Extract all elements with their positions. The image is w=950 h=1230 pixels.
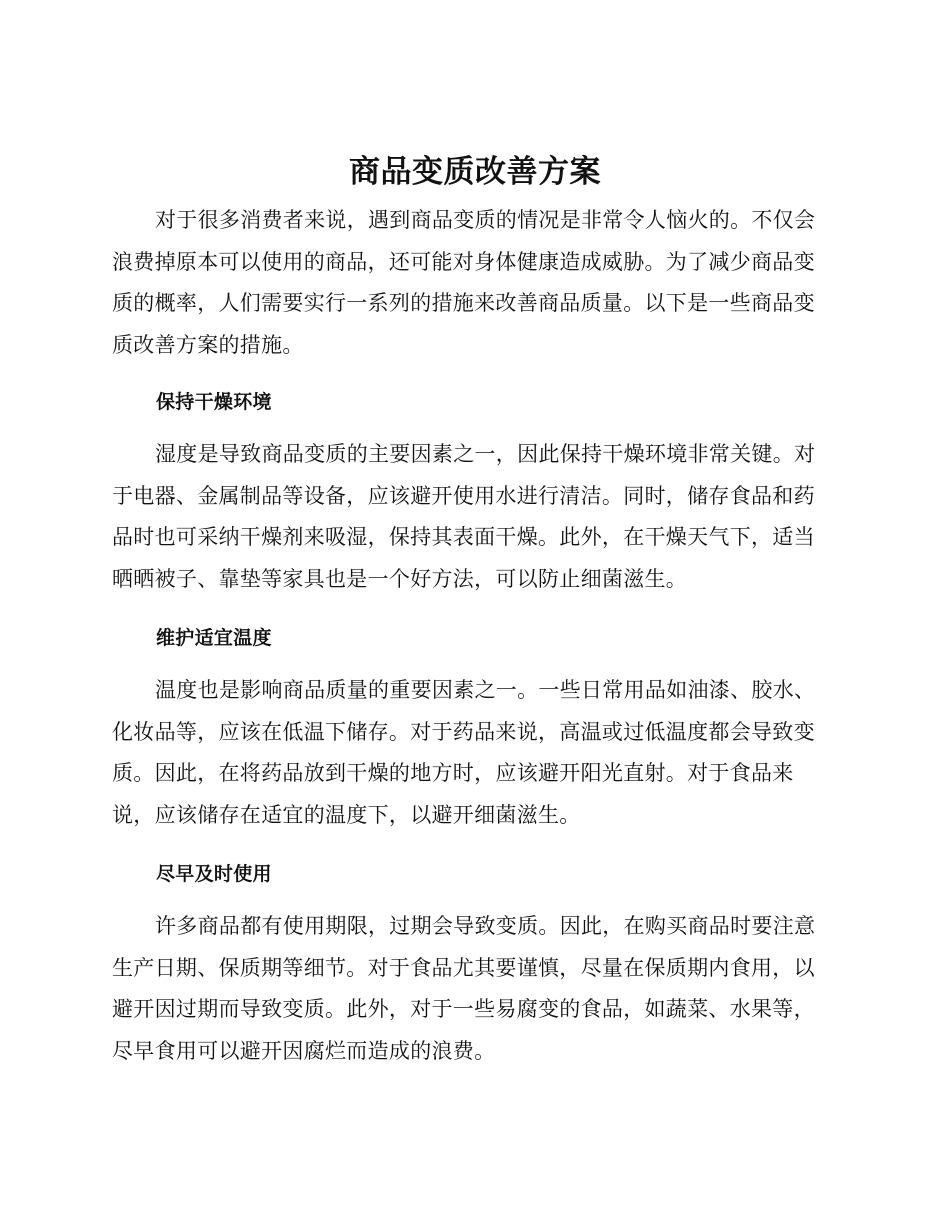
section-body-temperature: 温度也是影响商品质量的重要因素之一。一些日常用品如油漆、胶水、化妆品等，应该在低温下储存。对于药品来说，高温或过低温度都会导致变质。因此，在将药品放到干燥的地方时，应该避开阳光直射。对于食品来说，应该储存在适宜的温度下，以避开细菌滋生。 (112, 678, 816, 827)
section-heading-use-early: 尽早及时使用 (156, 863, 272, 885)
section-heading-temperature: 维护适宜温度 (156, 627, 272, 649)
page-title: 商品变质改善方案 (349, 154, 601, 190)
section-heading-dry-environment: 保持干燥环境 (156, 391, 272, 413)
section-body-dry-environment: 湿度是导致商品变质的主要因素之一，因此保持干燥环境非常关键。对于电器、金属制品等设备，应该避开使用水进行清洁。同时，储存食品和药品时也可采纳干燥剂来吸湿，保持其表面干燥。此外，在干燥天气下，适当晒晒被子、靠垫等家具也是一个好方法，可以防止细菌滋生。 (112, 442, 816, 591)
intro-paragraph: 对于很多消费者来说，遇到商品变质的情况是非常令人恼火的。不仅会浪费掉原本可以使用的商品，还可能对身体健康造成威胁。为了减少商品变质的概率，人们需要实行一系列的措施来改善商品质量。以下是一些商品变质改善方案的措施。 (112, 208, 816, 357)
section-body-use-early: 许多商品都有使用期限，过期会导致变质。因此，在购买商品时要注意生产日期、保质期等细节。对于食品尤其要谨慎，尽量在保质期内食用，以避开因过期而导致变质。此外，对于一些易腐变的食品，如蔬菜、水果等，尽早食用可以避开因腐烂而造成的浪费。 (112, 914, 816, 1063)
